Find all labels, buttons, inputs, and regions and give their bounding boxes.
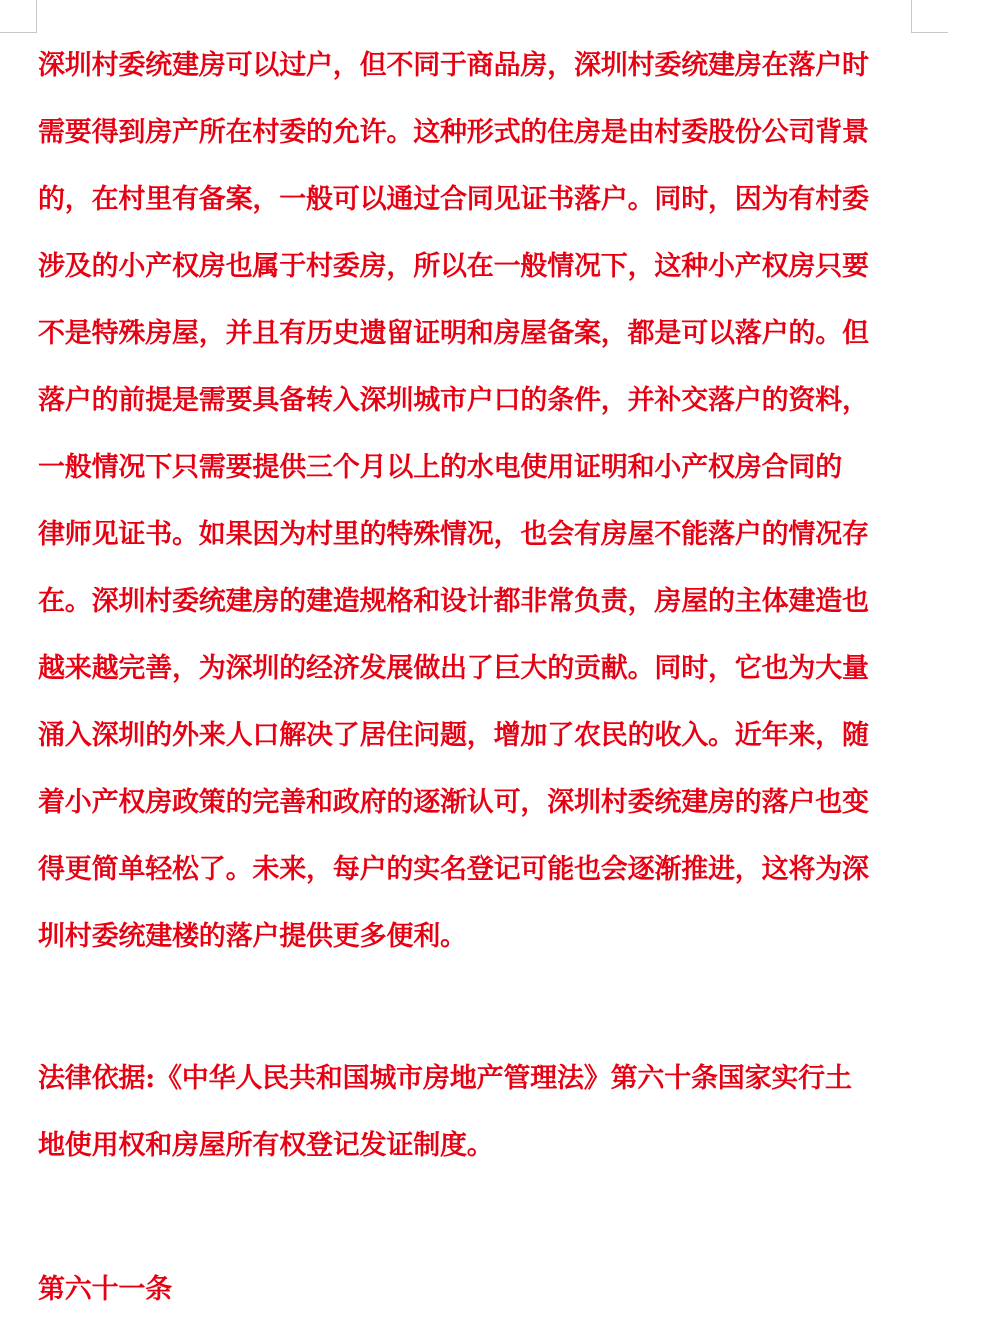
text-line: 需要得到房产所在村委的允许。这种形式的住房是由村委股份公司背景 — [38, 117, 869, 148]
text-line: 法律依据:《中华人民共和国城市房地产管理法》第六十条国家实行土 — [38, 1063, 852, 1094]
text-line: 的，在村里有备案，一般可以通过合同见证书落户。同时，因为有村委 — [38, 184, 869, 215]
paragraph-spacer — [38, 974, 916, 1049]
paragraph-article — [38, 1260, 916, 1327]
text-line: 不是特殊房屋，并且有历史遗留证明和房屋备案，都是可以落户的。但 — [38, 318, 869, 349]
text-line: 越来越完善，为深圳的经济发展做出了巨大的贡献。同时，它也为大量 — [38, 653, 869, 684]
text-line: 落户的前提是需要具备转入深圳城市户口的条件，并补交落户的资料， — [38, 385, 869, 416]
text-line: 律师见证书。如果因为村里的特殊情况，也会有房屋不能落户的情况存 — [38, 519, 869, 550]
text-line: 涌入深圳的外来人口解决了居住问题，增加了农民的收入。近年来，随 — [38, 720, 869, 751]
paragraph-main — [38, 36, 916, 974]
text-line: 着小产权房政策的完善和政府的逐渐认可，深圳村委统建房的落户也变 — [38, 787, 869, 818]
text-line: 地使用权和房屋所有权登记发证制度。 — [38, 1130, 494, 1161]
text-line: 一般情况下只需要提供三个月以上的水电使用证明和小产权房合同的 — [38, 452, 842, 483]
text-line: 得更简单轻松了。未来，每户的实名登记可能也会逐渐推进，这将为深 — [38, 854, 869, 885]
text-line: 涉及的小产权房也属于村委房，所以在一般情况下，这种小产权房只要 — [38, 251, 869, 282]
text-line: 在。深圳村委统建房的建造规格和设计都非常负责，房屋的主体建造也 — [38, 586, 869, 617]
margin-corner-top-left — [0, 0, 37, 33]
article-heading: 第六十一条 — [38, 1274, 172, 1305]
text-line: 圳村委统建楼的落户提供更多便利。 — [38, 921, 467, 952]
document-body — [38, 36, 916, 1327]
paragraph-legal-basis — [38, 1049, 916, 1183]
margin-corner-top-right — [911, 0, 948, 33]
paragraph-spacer — [38, 1183, 916, 1260]
text-line: 深圳村委统建房可以过户，但不同于商品房，深圳村委统建房在落户时 — [38, 50, 869, 81]
